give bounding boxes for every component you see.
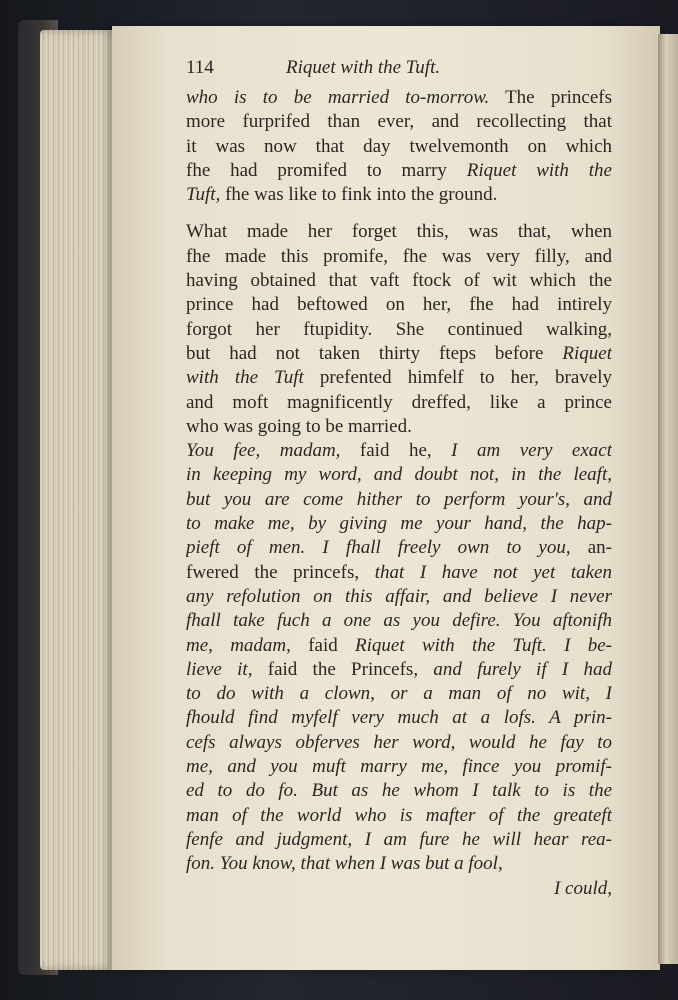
- text-line: [186, 682, 612, 706]
- text-run: it was now that day twelvemonth on which: [186, 135, 612, 157]
- text-run: I am very exact: [451, 440, 612, 462]
- text-run: fhe was like to fink into the ground.: [220, 184, 498, 206]
- text-line: [186, 755, 612, 779]
- text-line: [186, 852, 612, 876]
- text-line: [186, 293, 612, 317]
- text-run: fhall take fuch a one as you defire. You aftonifh: [186, 610, 612, 632]
- text-line: [186, 634, 612, 658]
- page-number: 114: [186, 57, 214, 78]
- text-run: but had not taken thirty fteps before: [186, 342, 563, 364]
- text-run: fenfe and judgment, I am fure he will hear rea-: [186, 828, 612, 850]
- text-run: having obtained that vaft ftock of wit which the: [186, 270, 612, 292]
- text-line: [186, 536, 612, 560]
- text-run: pieft of men. I fhall freely own to you,: [186, 537, 571, 559]
- text-run: but you are come hither to perform your's, and: [186, 488, 612, 510]
- text-line: [186, 585, 612, 609]
- text-line: [186, 366, 612, 390]
- text-run: lieve it,: [186, 658, 253, 680]
- text-run: cefs always obferves her word, would he fay to: [186, 731, 612, 753]
- text-run: who was going to be married.: [186, 415, 412, 437]
- text-line: [186, 318, 612, 342]
- text-run: faid the Princefs,: [252, 658, 434, 680]
- text-run: to do with a clown, or a man of no wit, I: [186, 683, 612, 705]
- text-run: Riquet: [562, 342, 612, 364]
- text-run: What made her forget this, was that, when: [186, 221, 612, 243]
- text-line: [186, 512, 612, 536]
- text-run: You fee, madam,: [186, 440, 341, 462]
- text-run: The princefs: [489, 87, 612, 108]
- text-line: [186, 609, 612, 633]
- text-line: [186, 159, 612, 183]
- text-run: more furprifed than ever, and recollecting that: [186, 111, 612, 133]
- body-text: [186, 86, 612, 877]
- paragraph-break: [186, 207, 612, 220]
- text-run: prince had beftowed on her, fhe had intirely: [186, 294, 612, 316]
- text-run: man of the world who is mafter of the greateft: [186, 804, 612, 826]
- text-run: fwered the princefs,: [186, 561, 375, 583]
- facing-page-edge: [658, 34, 678, 964]
- text-run: faid: [290, 634, 356, 656]
- text-line: [186, 245, 612, 269]
- text-run: me, and you muft marry me, fince you promif-: [186, 756, 612, 778]
- running-title: Riquet with the Tuft.: [286, 57, 441, 78]
- text-line: [186, 779, 612, 803]
- text-run: to make me, by giving me your hand, the hap-: [186, 513, 612, 535]
- text-line: [186, 135, 612, 159]
- text-run: ed to do fo. But as he whom I talk to is the: [186, 780, 612, 802]
- text-run: in keeping my word, and doubt not, in the leaft,: [186, 464, 612, 486]
- text-line: [186, 488, 612, 512]
- text-line: [186, 415, 612, 439]
- text-run: fhould find myfelf very much at a lofs. A prin-: [186, 707, 612, 729]
- text-run: Riquet with the Tuft. I be-: [355, 634, 612, 656]
- text-run: prefented himfelf to her, bravely: [303, 367, 612, 389]
- text-run: that I have not yet taken: [374, 561, 612, 583]
- page-text: [186, 56, 612, 901]
- text-run: any refolution on this affair, and believe I never: [186, 585, 612, 607]
- running-header: [186, 56, 612, 86]
- text-line: [186, 828, 612, 852]
- text-run: forgot her ftupidity. She continued walking,: [186, 318, 612, 340]
- text-line: [186, 110, 612, 134]
- text-run: Tuft,: [186, 184, 221, 206]
- text-line: [186, 183, 612, 207]
- text-run: an-: [570, 537, 612, 559]
- text-run: fhe had promifed to marry: [186, 159, 467, 181]
- text-run: and moft magnificently dreffed, like a prince: [186, 391, 612, 413]
- text-line: [186, 804, 612, 828]
- catchword: I could,: [553, 877, 612, 899]
- text-line: [186, 220, 612, 244]
- text-run: who is to be married to-morrow.: [186, 87, 490, 108]
- text-run: fhe made this promife, fhe was very filly, and: [186, 245, 612, 267]
- text-line: [186, 731, 612, 755]
- text-line: [186, 658, 612, 682]
- text-line: [186, 463, 612, 487]
- text-run: faid he,: [340, 440, 452, 462]
- text-line: [186, 269, 612, 293]
- text-line: [186, 391, 612, 415]
- text-run: with the Tuft: [186, 367, 304, 389]
- text-line: [186, 706, 612, 730]
- text-run: fon. You know, that when I was but a fool,: [186, 853, 503, 875]
- text-line: [186, 342, 612, 366]
- text-run: me, madam,: [186, 634, 291, 656]
- text-run: Riquet with the: [466, 159, 612, 181]
- text-line: [186, 561, 612, 585]
- text-run: and furely if I had: [433, 658, 612, 680]
- text-line: [186, 86, 612, 110]
- text-line: [186, 439, 612, 463]
